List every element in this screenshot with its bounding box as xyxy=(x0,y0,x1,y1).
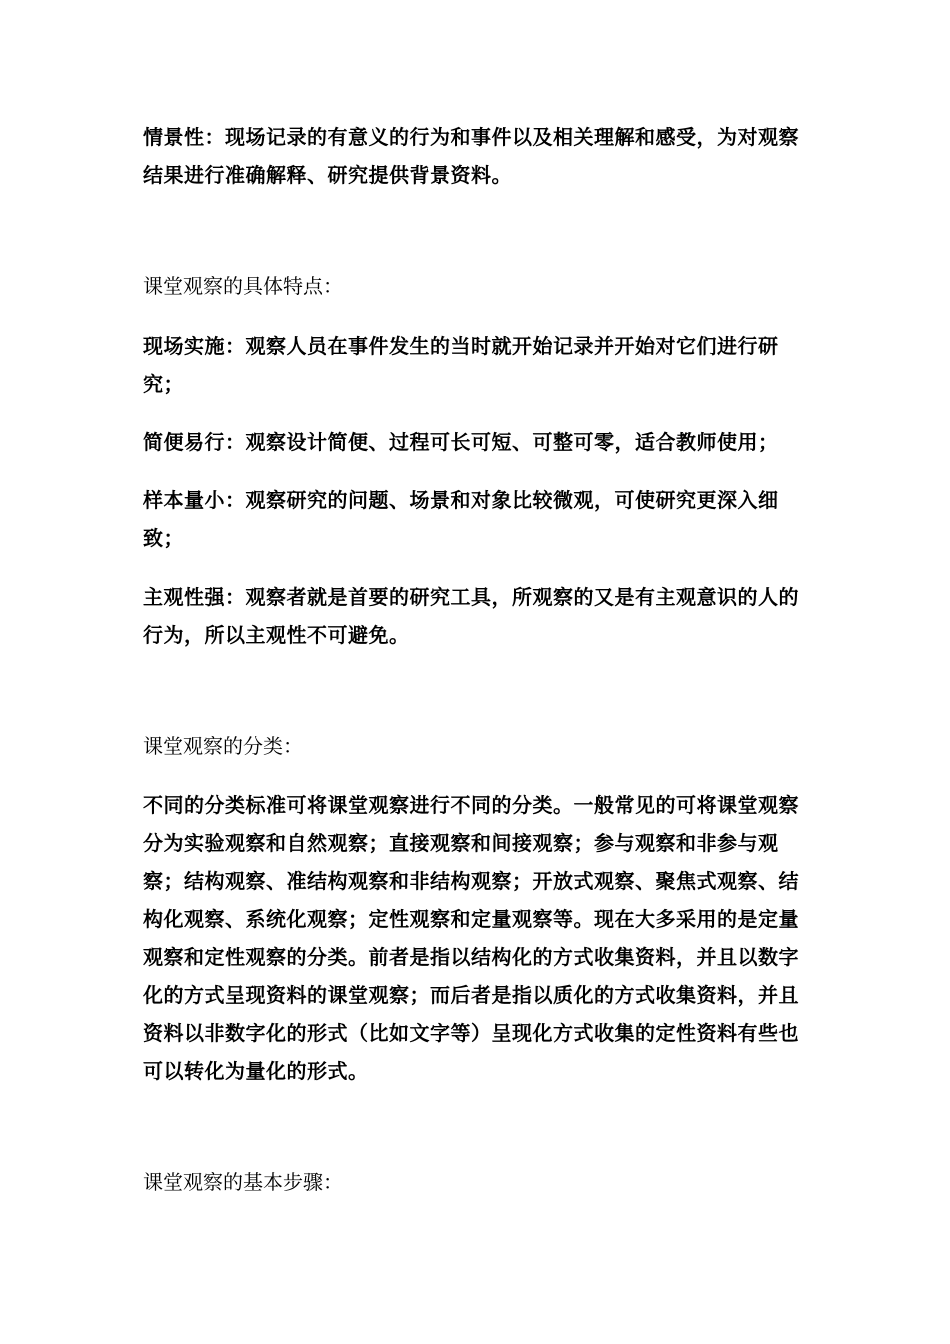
paragraph-classification: 不同的分类标准可将课堂观察进行不同的分类。一般常见的可将课堂观察分为实验观察和自然观察；直接观察和间接观察；参与观察和非参与观察；结构观察、准结构观察和非结构观察；开放式观察、聚焦式观察、结构化观察、系统化观察；定性观察和定量观察等。现在大多采用的是定量观察和定性观察的分类。前者是指以结构化的方式收集资料，并且以数字化的方式呈现资料的课堂观察；而后者是指以质化的方式收集资料，并且资料以非数字化的形式（比如文字等）呈现化方式收集的定性资料有些也可以转化为量化的形式。 xyxy=(143,793,799,1083)
paragraph-small-sample: 样本量小：观察研究的问题、场景和对象比较微观，可使研究更深入细致； xyxy=(143,488,779,550)
paragraph-simple: 简便易行：观察设计简便、过程可长可短、可整可零，适合教师使用； xyxy=(143,430,779,454)
paragraph-situational: 情景性：现场记录的有意义的行为和事件以及相关理解和感受，为对观察结果进行准确解释、研究提供背景资料。 xyxy=(143,125,799,187)
paragraph-subjective: 主观性强：观察者就是首要的研究工具，所观察的又是有主观意识的人的行为，所以主观性不可避免。 xyxy=(143,585,799,647)
heading-classification: 课堂观察的分类： xyxy=(143,734,303,758)
heading-basic-steps: 课堂观察的基本步骤： xyxy=(143,1170,343,1194)
heading-features: 课堂观察的具体特点： xyxy=(143,274,343,298)
paragraph-on-site: 现场实施：观察人员在事件发生的当时就开始记录并开始对它们进行研究； xyxy=(143,334,779,396)
